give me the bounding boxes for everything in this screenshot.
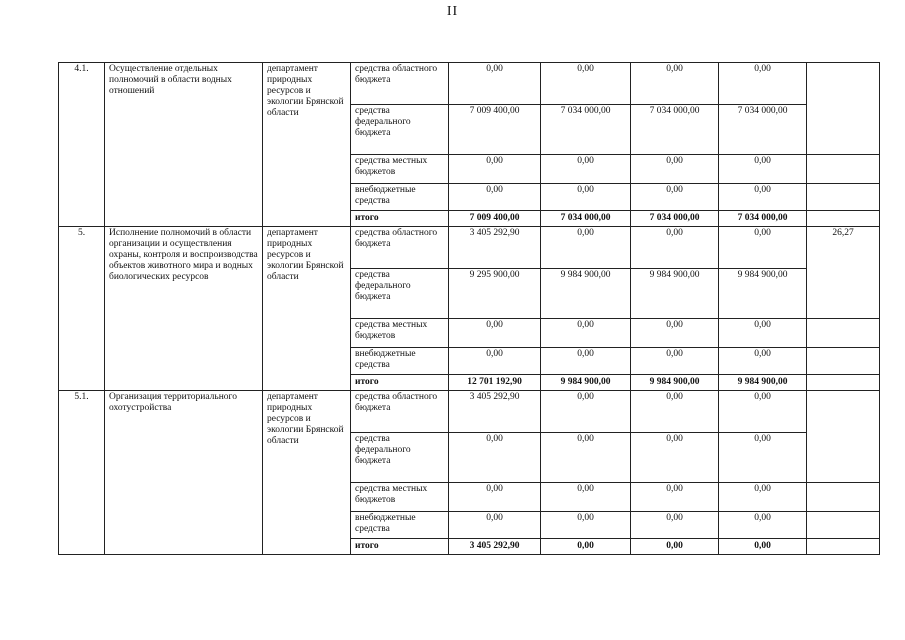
- amount-cell: 7 034 000,00: [631, 105, 719, 155]
- amount-cell: 0,00: [449, 184, 541, 211]
- amount-cell: 0,00: [541, 155, 631, 184]
- total-amount: 9 984 900,00: [631, 375, 719, 391]
- amount-cell: 0,00: [449, 433, 541, 483]
- amount-cell: 0,00: [719, 483, 807, 512]
- amount-cell: 3 405 292,90: [449, 391, 541, 433]
- item-title: Организация территориального охотустройства: [105, 391, 263, 555]
- amount-cell: 0,00: [449, 63, 541, 105]
- amount-cell: 0,00: [719, 433, 807, 483]
- amount-cell: 0,00: [631, 348, 719, 375]
- amount-cell: 0,00: [541, 512, 631, 539]
- empty-cell: [807, 211, 880, 227]
- amount-cell: 0,00: [719, 155, 807, 184]
- amount-cell: 0,00: [541, 319, 631, 348]
- amount-cell: 0,00: [631, 391, 719, 433]
- amount-cell: 0,00: [719, 512, 807, 539]
- item-index: 5.1.: [59, 391, 105, 555]
- amount-cell: 0,00: [719, 391, 807, 433]
- item-executor: департамент природных ресурсов и экологии Брянской области: [263, 63, 351, 227]
- amount-cell: 0,00: [719, 319, 807, 348]
- table-row: [59, 63, 880, 105]
- budget-table: [58, 62, 880, 555]
- amount-cell: 9 984 900,00: [541, 269, 631, 319]
- amount-cell: 9 984 900,00: [631, 269, 719, 319]
- amount-cell: 9 984 900,00: [719, 269, 807, 319]
- amount-cell: 0,00: [449, 155, 541, 184]
- empty-cell: [807, 539, 880, 555]
- page-number: II: [446, 4, 459, 19]
- total-amount: 0,00: [541, 539, 631, 555]
- empty-cell: [807, 375, 880, 391]
- total-amount: 7 009 400,00: [449, 211, 541, 227]
- empty-cell: [807, 184, 880, 211]
- amount-cell: 9 295 900,00: [449, 269, 541, 319]
- total-label: итого: [351, 375, 449, 391]
- amount-cell: 0,00: [449, 512, 541, 539]
- total-amount: 7 034 000,00: [541, 211, 631, 227]
- amount-cell: 0,00: [631, 433, 719, 483]
- amount-cell: 0,00: [541, 184, 631, 211]
- funding-source: средства федерального бюджета: [351, 269, 449, 319]
- empty-cell: [807, 483, 880, 512]
- funding-source: средства областного бюджета: [351, 63, 449, 105]
- amount-cell: 0,00: [719, 227, 807, 269]
- amount-cell: 7 034 000,00: [719, 105, 807, 155]
- amount-cell: 0,00: [541, 483, 631, 512]
- amount-cell: 0,00: [631, 155, 719, 184]
- amount-cell: 0,00: [631, 512, 719, 539]
- total-label: итого: [351, 539, 449, 555]
- item-executor: департамент природных ресурсов и экологии Брянской области: [263, 391, 351, 555]
- percent-cell: [807, 63, 880, 155]
- amount-cell: 0,00: [449, 348, 541, 375]
- funding-source: внебюджетные средства: [351, 348, 449, 375]
- funding-source: средства местных бюджетов: [351, 155, 449, 184]
- amount-cell: 0,00: [541, 227, 631, 269]
- total-amount: 7 034 000,00: [631, 211, 719, 227]
- amount-cell: 0,00: [449, 483, 541, 512]
- total-amount: 9 984 900,00: [719, 375, 807, 391]
- total-amount: 0,00: [719, 539, 807, 555]
- item-executor: департамент природных ресурсов и экологии Брянской области: [263, 227, 351, 391]
- amount-cell: 0,00: [631, 227, 719, 269]
- empty-cell: [807, 319, 880, 348]
- item-index: 5.: [59, 227, 105, 391]
- amount-cell: 0,00: [631, 184, 719, 211]
- funding-source: средства областного бюджета: [351, 227, 449, 269]
- amount-cell: 0,00: [719, 348, 807, 375]
- total-label: итого: [351, 211, 449, 227]
- amount-cell: 3 405 292,90: [449, 227, 541, 269]
- amount-cell: 0,00: [631, 63, 719, 105]
- empty-cell: [807, 512, 880, 539]
- percent-cell: 26,27: [807, 227, 880, 319]
- total-amount: 12 701 192,90: [449, 375, 541, 391]
- empty-cell: [807, 155, 880, 184]
- amount-cell: 0,00: [631, 319, 719, 348]
- table-row: [59, 391, 880, 433]
- item-index: 4.1.: [59, 63, 105, 227]
- total-amount: 9 984 900,00: [541, 375, 631, 391]
- total-amount: 7 034 000,00: [719, 211, 807, 227]
- funding-source: средства областного бюджета: [351, 391, 449, 433]
- percent-cell: [807, 391, 880, 483]
- total-amount: 3 405 292,90: [449, 539, 541, 555]
- funding-source: внебюджетные средства: [351, 512, 449, 539]
- funding-source: средства федерального бюджета: [351, 433, 449, 483]
- amount-cell: 0,00: [631, 483, 719, 512]
- funding-source: внебюджетные средства: [351, 184, 449, 211]
- table-row: [59, 227, 880, 269]
- funding-source: средства местных бюджетов: [351, 319, 449, 348]
- amount-cell: 0,00: [719, 184, 807, 211]
- amount-cell: 0,00: [541, 348, 631, 375]
- amount-cell: 7 034 000,00: [541, 105, 631, 155]
- item-title: Исполнение полномочий в области организации и осуществления охраны, контроля и воспроизводства объектов животного мира и водных биологических ресурсов: [105, 227, 263, 391]
- amount-cell: 0,00: [541, 63, 631, 105]
- funding-source: средства местных бюджетов: [351, 483, 449, 512]
- amount-cell: 0,00: [541, 433, 631, 483]
- amount-cell: 0,00: [719, 63, 807, 105]
- empty-cell: [807, 348, 880, 375]
- total-amount: 0,00: [631, 539, 719, 555]
- funding-source: средства федерального бюджета: [351, 105, 449, 155]
- amount-cell: 0,00: [541, 391, 631, 433]
- amount-cell: 7 009 400,00: [449, 105, 541, 155]
- item-title: Осуществление отдельных полномочий в области водных отношений: [105, 63, 263, 227]
- amount-cell: 0,00: [449, 319, 541, 348]
